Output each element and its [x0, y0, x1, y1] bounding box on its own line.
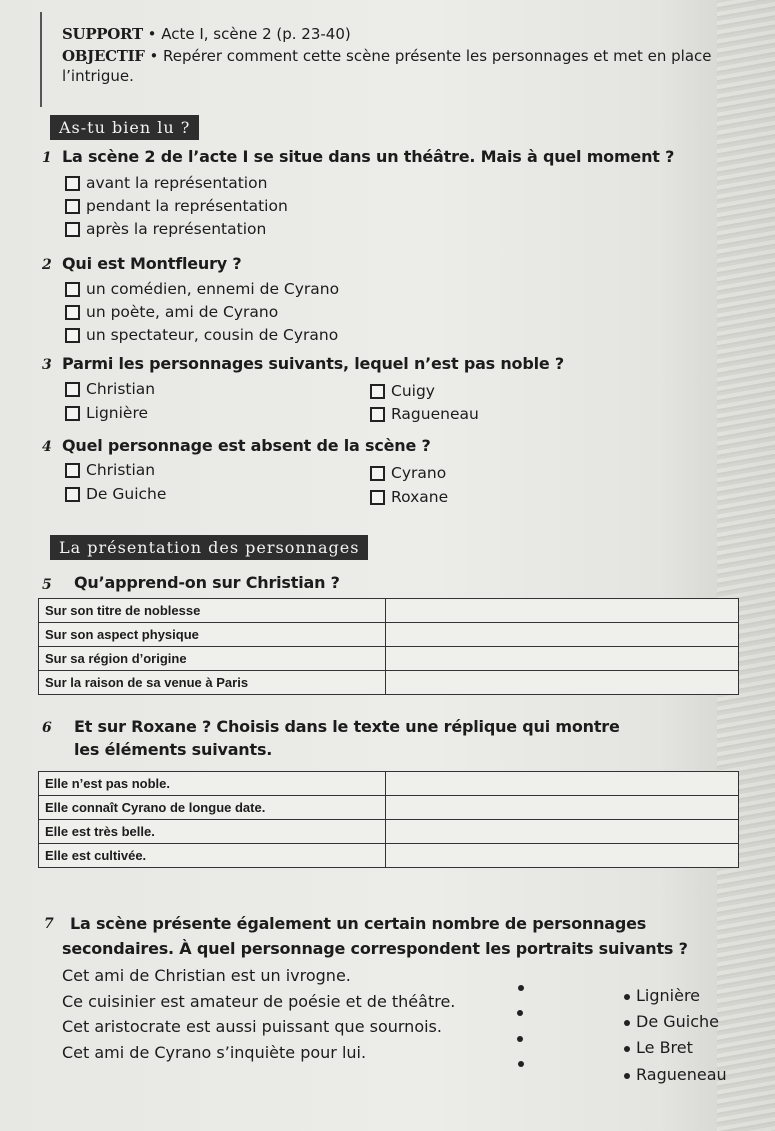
answer-cell[interactable] [386, 623, 739, 647]
option-label: un poète, ami de Cyrano [86, 303, 279, 321]
answer-cell[interactable] [386, 647, 739, 671]
checkbox[interactable] [370, 407, 385, 422]
section-banner-personnages: La présentation des personnages [50, 535, 368, 560]
match-dot-left[interactable] [517, 1036, 523, 1042]
question-number: 4 [42, 439, 52, 455]
q4-option-cyrano[interactable] [370, 464, 446, 482]
question-number: 2 [42, 257, 52, 273]
checkbox[interactable] [370, 466, 385, 481]
q1-option-apres[interactable] [65, 220, 266, 238]
question-number: 1 [42, 150, 52, 166]
question-number: 7 [44, 916, 54, 932]
table-row [39, 623, 739, 647]
q3-option-ligniere[interactable] [65, 404, 148, 422]
match-dot-right[interactable] [624, 1046, 630, 1052]
answer-cell[interactable] [386, 844, 739, 868]
question-number: 6 [42, 720, 52, 736]
row-label: Elle n’est pas noble. [39, 772, 386, 796]
table-row [39, 796, 739, 820]
checkbox[interactable] [65, 305, 80, 320]
question-number: 5 [42, 577, 52, 593]
answer-cell[interactable] [386, 772, 739, 796]
question-6-text: Et sur Roxane ? Choisis dans le texte une réplique qui montre [74, 717, 620, 736]
support-text: • Acte I, scène 2 (p. 23-40) [147, 25, 351, 43]
q2-option-poete[interactable] [65, 303, 278, 321]
question-number: 3 [42, 357, 52, 373]
option-label: Lignière [86, 404, 149, 422]
checkbox[interactable] [65, 199, 80, 214]
section-banner-reading: As-tu bien lu ? [50, 115, 199, 140]
question-4-text: Quel personnage est absent de la scène ? [62, 436, 431, 455]
row-label: Elle est cultivée. [39, 844, 386, 868]
header-rule [40, 12, 42, 107]
row-label: Sur son aspect physique [39, 623, 386, 647]
character-item: Ragueneau [636, 1065, 727, 1084]
match-dot-right[interactable] [624, 994, 630, 1000]
checkbox[interactable] [370, 384, 385, 399]
answer-cell[interactable] [386, 820, 739, 844]
christian-table [38, 598, 739, 695]
support-label: SUPPORT [62, 25, 143, 43]
table-row [39, 647, 739, 671]
portrait-item: Cet ami de Christian est un ivrogne. [62, 966, 351, 985]
objectif-text: • Repérer comment cette scène présente les personnages et met en place [149, 47, 712, 65]
q4-option-christian[interactable] [65, 461, 155, 479]
table-row [39, 820, 739, 844]
checkbox[interactable] [65, 463, 80, 478]
question-6-text-2: les éléments suivants. [74, 740, 273, 759]
question-1-text: La scène 2 de l’acte I se situe dans un théâtre. Mais à quel moment ? [62, 147, 675, 166]
character-item: Le Bret [636, 1038, 693, 1057]
answer-cell[interactable] [386, 671, 739, 695]
q4-option-roxane[interactable] [370, 488, 448, 506]
row-label: Sur sa région d’origine [39, 647, 386, 671]
match-dot-left[interactable] [518, 1061, 524, 1067]
table-row [39, 844, 739, 868]
row-label: Sur la raison de sa venue à Paris [39, 671, 386, 695]
option-label: pendant la représentation [86, 197, 288, 215]
option-label: avant la représentation [86, 174, 268, 192]
page-edge-shadow [717, 0, 775, 1131]
question-2-text: Qui est Montfleury ? [62, 254, 242, 273]
question-5-text: Qu’apprend-on sur Christian ? [74, 573, 340, 592]
checkbox[interactable] [65, 487, 80, 502]
support-line [62, 24, 351, 44]
checkbox[interactable] [65, 328, 80, 343]
row-label: Elle est très belle. [39, 820, 386, 844]
option-label: Christian [86, 380, 156, 398]
table-row [39, 599, 739, 623]
option-label: un comédien, ennemi de Cyrano [86, 280, 340, 298]
q2-option-spectateur[interactable] [65, 326, 338, 344]
option-label: Ragueneau [391, 405, 479, 423]
question-3-text: Parmi les personnages suivants, lequel n’est pas noble ? [62, 354, 564, 373]
q3-option-cuigy[interactable] [370, 382, 435, 400]
match-dot-left[interactable] [517, 1010, 523, 1016]
checkbox[interactable] [65, 176, 80, 191]
portrait-item: Cet aristocrate est aussi puissant que sournois. [62, 1017, 442, 1036]
question-7-text-2: secondaires. À quel personnage correspondent les portraits suivants ? [62, 939, 688, 958]
objectif-line-2 [62, 66, 134, 86]
option-label: Cuigy [391, 382, 435, 400]
option-label: Roxane [391, 488, 449, 506]
option-label: après la représentation [86, 220, 267, 238]
character-item: De Guiche [636, 1012, 720, 1031]
row-label: Sur son titre de noblesse [39, 599, 386, 623]
character-item: Lignière [636, 986, 701, 1005]
portrait-item: Ce cuisinier est amateur de poésie et de théâtre. [62, 992, 456, 1011]
q1-option-pendant[interactable] [65, 197, 288, 215]
option-label: un spectateur, cousin de Cyrano [86, 326, 339, 344]
option-label: Cyrano [391, 464, 447, 482]
checkbox[interactable] [65, 406, 80, 421]
checkbox[interactable] [65, 222, 80, 237]
q3-option-ragueneau[interactable] [370, 405, 479, 423]
q3-option-christian[interactable] [65, 380, 155, 398]
q2-option-comedien[interactable] [65, 280, 339, 298]
portrait-item: Cet ami de Cyrano s’inquiète pour lui. [62, 1043, 367, 1062]
objectif-label: OBJECTIF [62, 47, 145, 65]
answer-cell[interactable] [386, 599, 739, 623]
match-dot-right[interactable] [624, 1020, 630, 1026]
row-label: Elle connaît Cyrano de longue date. [39, 796, 386, 820]
checkbox[interactable] [370, 490, 385, 505]
objectif-line [62, 46, 712, 66]
answer-cell[interactable] [386, 796, 739, 820]
option-label: De Guiche [86, 485, 167, 503]
match-dot-right[interactable] [624, 1073, 630, 1079]
q1-option-avant[interactable] [65, 174, 267, 192]
match-dot-left[interactable] [518, 985, 524, 991]
checkbox[interactable] [65, 282, 80, 297]
q4-option-de-guiche[interactable] [65, 485, 166, 503]
objectif-text-2: l’intrigue. [62, 67, 134, 85]
option-label: Christian [86, 461, 156, 479]
roxane-table [38, 771, 739, 868]
table-row [39, 772, 739, 796]
checkbox[interactable] [65, 382, 80, 397]
question-7-text: La scène présente également un certain nombre de personnages [70, 914, 647, 933]
table-row [39, 671, 739, 695]
